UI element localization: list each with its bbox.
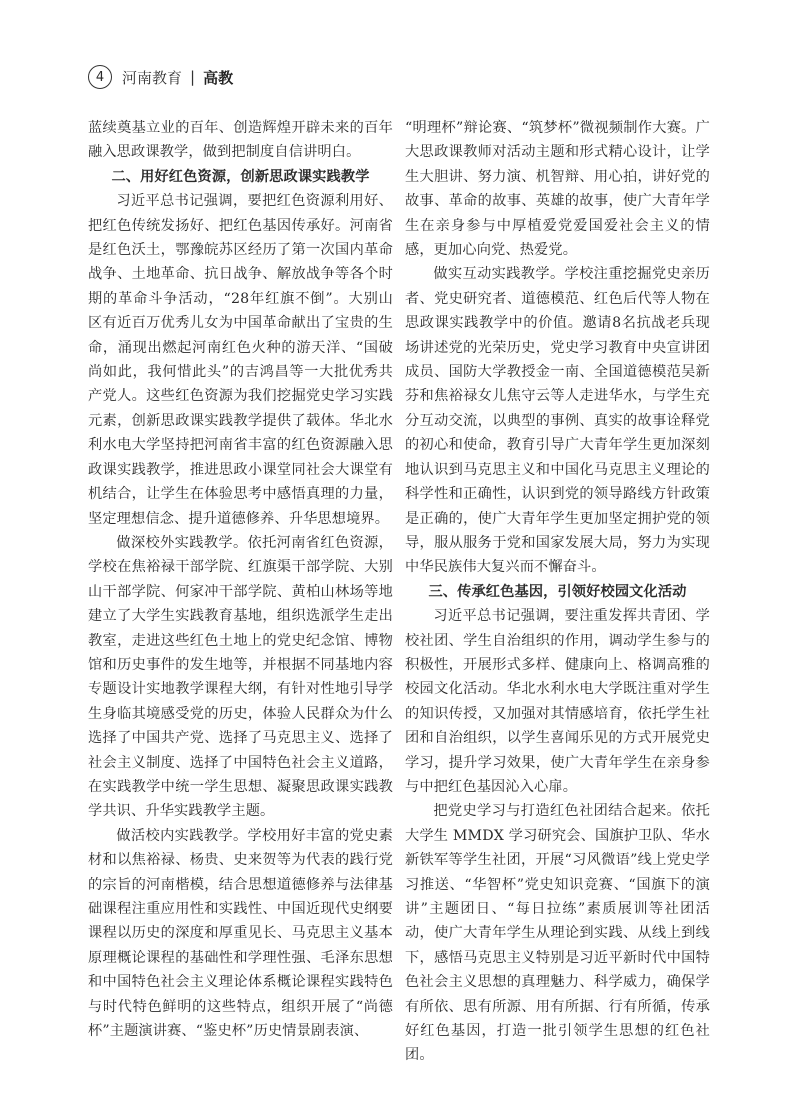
header-separator: | (190, 68, 196, 86)
continued-paragraph: 蓝续奠基立业的百年、创造辉煌开辟未来的百年融入思政课教学，做到把制度自信讲明白。 (88, 120, 393, 161)
body-paragraph: 习近平总书记强调，要把红色资源利用好、把红色传统发扬好、把红色基因传承好。河南省是红色沃土，鄂豫皖苏区经历了第一次国内革命战争、土地革命、抗日战争、解放战争等各个时期的革命斗争活动，“28年红旗不倒”。大别山区有近百万优秀儿女为中国革命献出了宝贵的生命，涌现出燃起河南红色火种的游天洋、“国破尚如此，我何惜此头”的吉鸿昌等一大批优秀共产党人。这些红色资源为我们挖掘党史学习实践元素，创新思政课实践教学提供了载体。华北水利水电大学坚持把河南省丰富的红色资源融入思政课实践教学，推进思政小课堂同社会大课堂有机结合，让学生在体验思考中感悟真理的力量，坚定理想信念、提升道德修养、升华思想境界。 (88, 193, 393, 527)
continued-paragraph: “明理杯”辩论赛、“筑梦杯”微视频制作大赛。广大思政课教师对活动主题和形式精心设计，让学生大胆讲、努力演、机智辩、用心拍，讲好党的故事、革命的故事、英雄的故事，使广大青年学生在亲身参与中厚植爱党爱国爱社会主义的情感，更加心向党、热爱党。 (405, 120, 710, 259)
section-heading: 三、传承红色基因，引领好校园文化活动 (428, 583, 687, 600)
body-paragraph: 做实互动实践教学。学校注重挖掘党史亲历者、党史研究者、道德模范、红色后代等人物在思政课实践教学中的价值。邀请8名抗战老兵现场讲述党的光荣历史，党史学习教育中央宣讲团成员、国防大学教授金一南、全国道德模范吴新芬和焦裕禄女儿焦守云等人走进华水，与学生充分互动交流，以典型的事例、真实的故事诠释党的初心和使命，教育引导广大青年学生更加深刻地认识到马克思主义和中国化马克思主义理论的科学性和正确性，认识到党的领导路线方针政策是正确的，使广大青年学生更加坚定拥护党的领导，服从服务于党和国家发展大局，努力为实现中华民族伟大复兴而不懈奋斗。 (405, 266, 710, 576)
section-name: 高教 (203, 68, 234, 87)
body-paragraph: 习近平总书记强调，要注重发挥共青团、学校社团、学生自治组织的作用，调动学生参与的积极性，开展形式多样、健康向上、格调高雅的校园文化活动。华北水利水电大学既注重对学生的知识传授，又加强对其情感培育，依托学生社团和自治组织，以学生喜闻乐见的方式开展党史学习，提升学习效果，使广大青年学生在亲身参与中把红色基因沁入心扉。 (405, 608, 710, 795)
left-column (88, 116, 393, 1043)
body-paragraph: 做活校内实践教学。学校用好丰富的党史素材和以焦裕禄、杨贵、史来贺等为代表的践行党的宗旨的河南楷模，结合思想道德修养与法律基础课程注重应用性和实践性、中国近现代史纲要课程以历史的深度和厚重见长、马克思主义基本原理概论课程的基础性和学理性强、毛泽东思想和中国特色社会主义理论体系概论课程实践特色与时代特色鲜明的这些特点，组织开展了“尚德杯”主题演讲赛、“鉴史杯”历史情景剧表演、 (88, 827, 393, 1040)
page-number-badge: 4 (88, 65, 112, 89)
journal-name: 河南教育 (122, 68, 183, 87)
page-header (88, 62, 233, 92)
right-column (405, 116, 710, 1068)
body-paragraph: 做深校外实践教学。依托河南省红色资源，学校在焦裕禄干部学院、红旗渠干部学院、大别山干部学院、何家冲干部学院、黄柏山林场等地建立了大学生实践教育基地，组织选派学生走出教室，走进这些红色土地上的党史纪念馆、博物馆和历史事件的发生地等，并根据不同基地内容专题设计实地教学课程大纲，有针对性地引导学生身临其境感受党的历史，体验人民群众为什么选择了中国共产党、选择了马克思主义、选择了社会主义制度、选择了中国特色社会主义道路，在实践教学中统一学生思想、凝聚思政课实践教学共识、升华实践教学主题。 (88, 534, 393, 820)
section-heading: 二、用好红色资源，创新思政课实践教学 (111, 168, 370, 185)
body-paragraph: 把党史学习与打造红色社团结合起来。依托大学生 MMDX 学习研究会、国旗护卫队、华水新铁军等学生社团，开展“习风微语”线上党史学习推送、“华智杯”党史知识竞赛、“国旗下的演讲”主题团日、“每日拉练”素质展训等社团活动，使广大青年学生从理论到实践、从线上到线下，感悟马克思主义特别是习近平新时代中国特色社会主义思想的真理魅力、科学威力，确保学有所依、思有所源、用有所据、行有所循，传承好红色基因，打造一批引领学生思想的红色社团。 (405, 803, 710, 1064)
